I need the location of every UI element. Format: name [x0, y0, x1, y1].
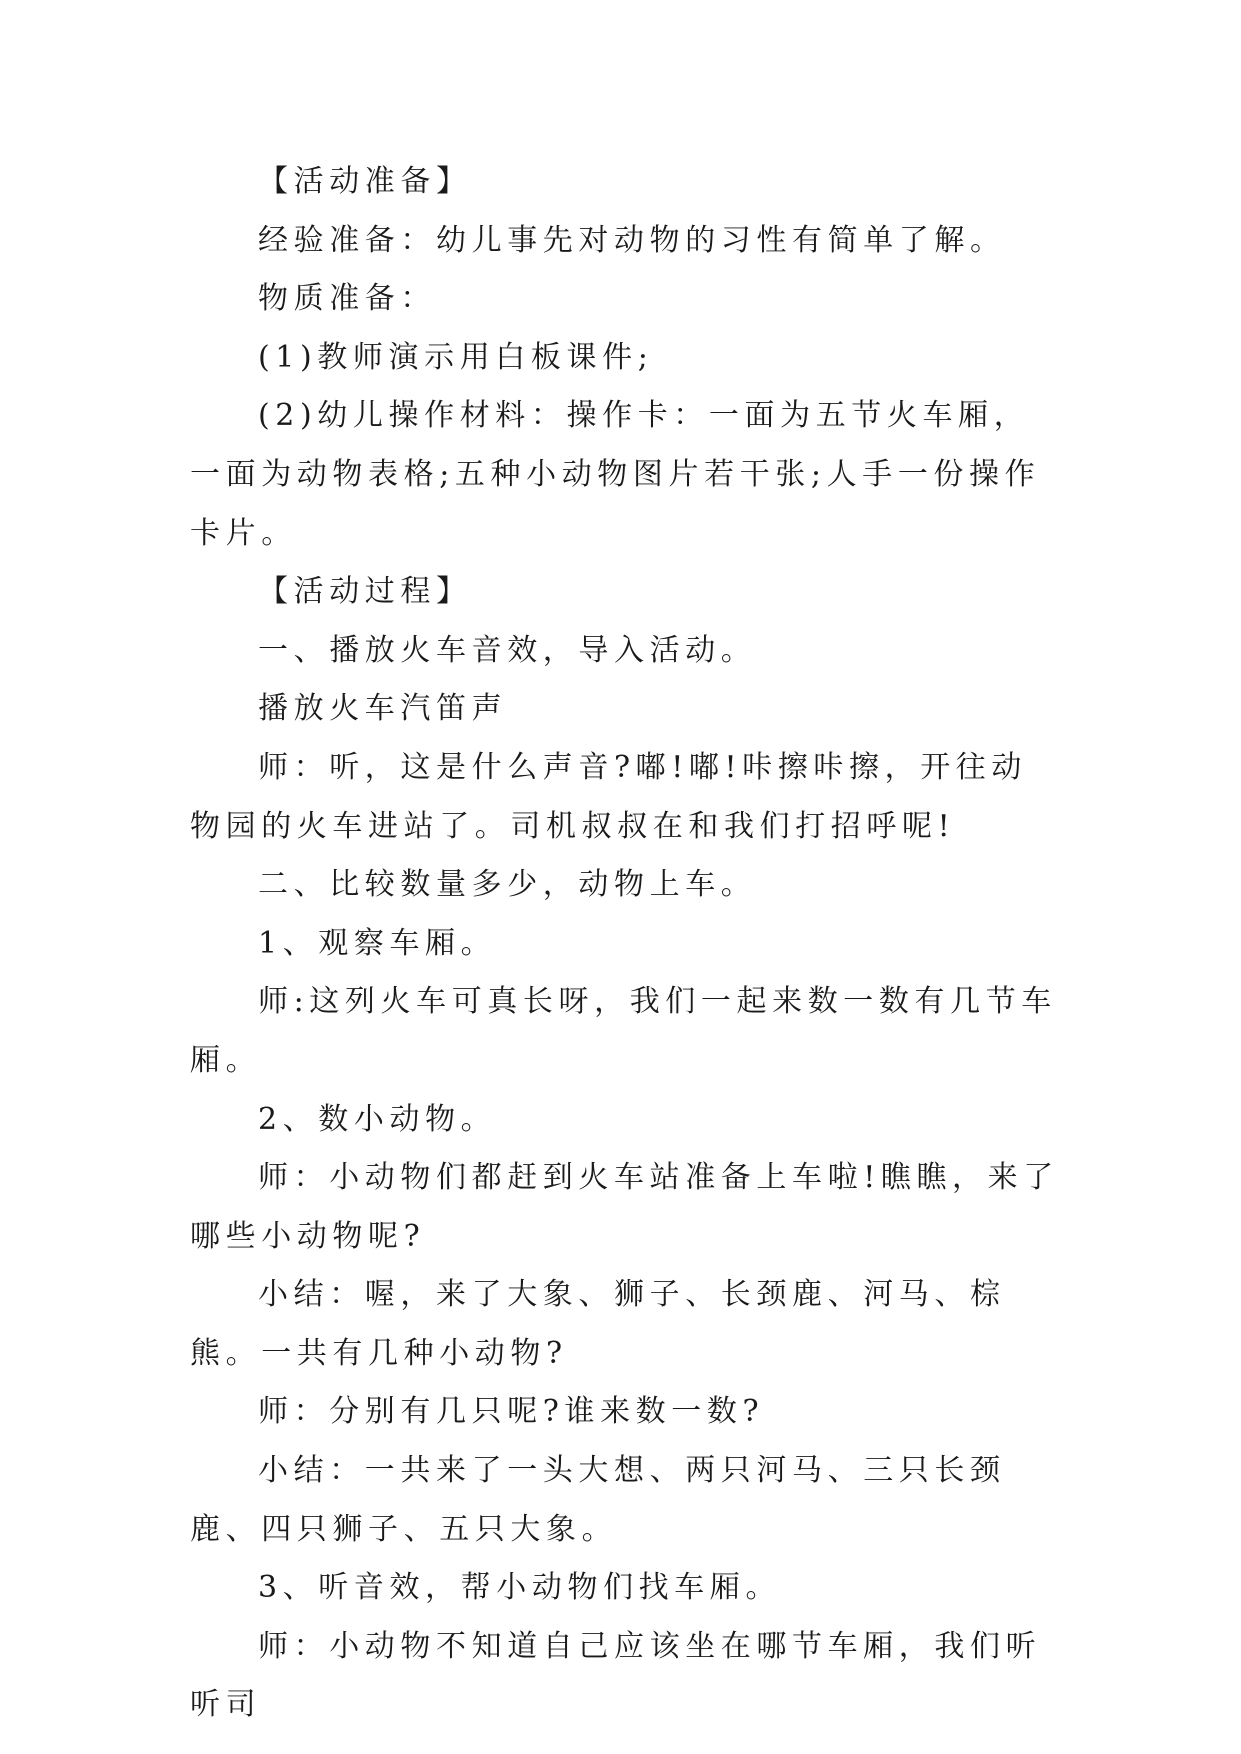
heading-activity-preparation: 【活动准备】	[258, 164, 472, 199]
document-page	[190, 153, 1060, 1735]
paragraph: 师：听，这是什么声音?嘟!嘟!咔擦咔擦，开往动物园的火车进站了。司机叔叔在和我们打招呼呢!	[190, 749, 1027, 844]
step-3-title: 3、听音效，帮小动物们找车厢。	[258, 1570, 782, 1606]
summary-paragraph: 小结：一共来了一头大想、两只河马、三只长颈鹿、四只狮子、五只大象。	[190, 1453, 1006, 1547]
section-one-title: 一、播放火车音效，导入活动。	[258, 632, 757, 668]
paragraph: 师：分别有几只呢?谁来数一数?	[258, 1394, 765, 1430]
paragraph: 师：小动物不知道自己应该坐在哪节车厢，我们听听司	[190, 1628, 1042, 1723]
section-two-title: 二、比较数量多少，动物上车。	[258, 867, 757, 903]
list-item-1: (1)教师演示用白板课件;	[258, 339, 654, 375]
step-2-title: 2、数小动物。	[258, 1101, 497, 1137]
summary-paragraph: 小结：喔，来了大象、狮子、长颈鹿、河马、棕熊。一共有几种小动物?	[190, 1277, 1006, 1371]
paragraph: 师:这列火车可真长呀，我们一起来数一数有几节车厢。	[190, 984, 1057, 1078]
paragraph-material-prep: 物质准备：	[258, 281, 436, 317]
heading-activity-process: 【活动过程】	[258, 574, 472, 610]
list-item-2: (2)幼儿操作材料：操作卡：一面为五节火车厢，一面为动物表格;五种小动物图片若干张;人手一份操作卡片。	[190, 398, 1041, 551]
paragraph: 师：小动物们都赶到火车站准备上车啦!瞧瞧，来了哪些小动物呢?	[190, 1160, 1059, 1254]
paragraph-experience-prep: 经验准备：幼儿事先对动物的习性有简单了解。	[258, 222, 1006, 258]
paragraph: 播放火车汽笛声	[258, 691, 508, 727]
step-1-title: 1、观察车厢。	[258, 925, 497, 961]
